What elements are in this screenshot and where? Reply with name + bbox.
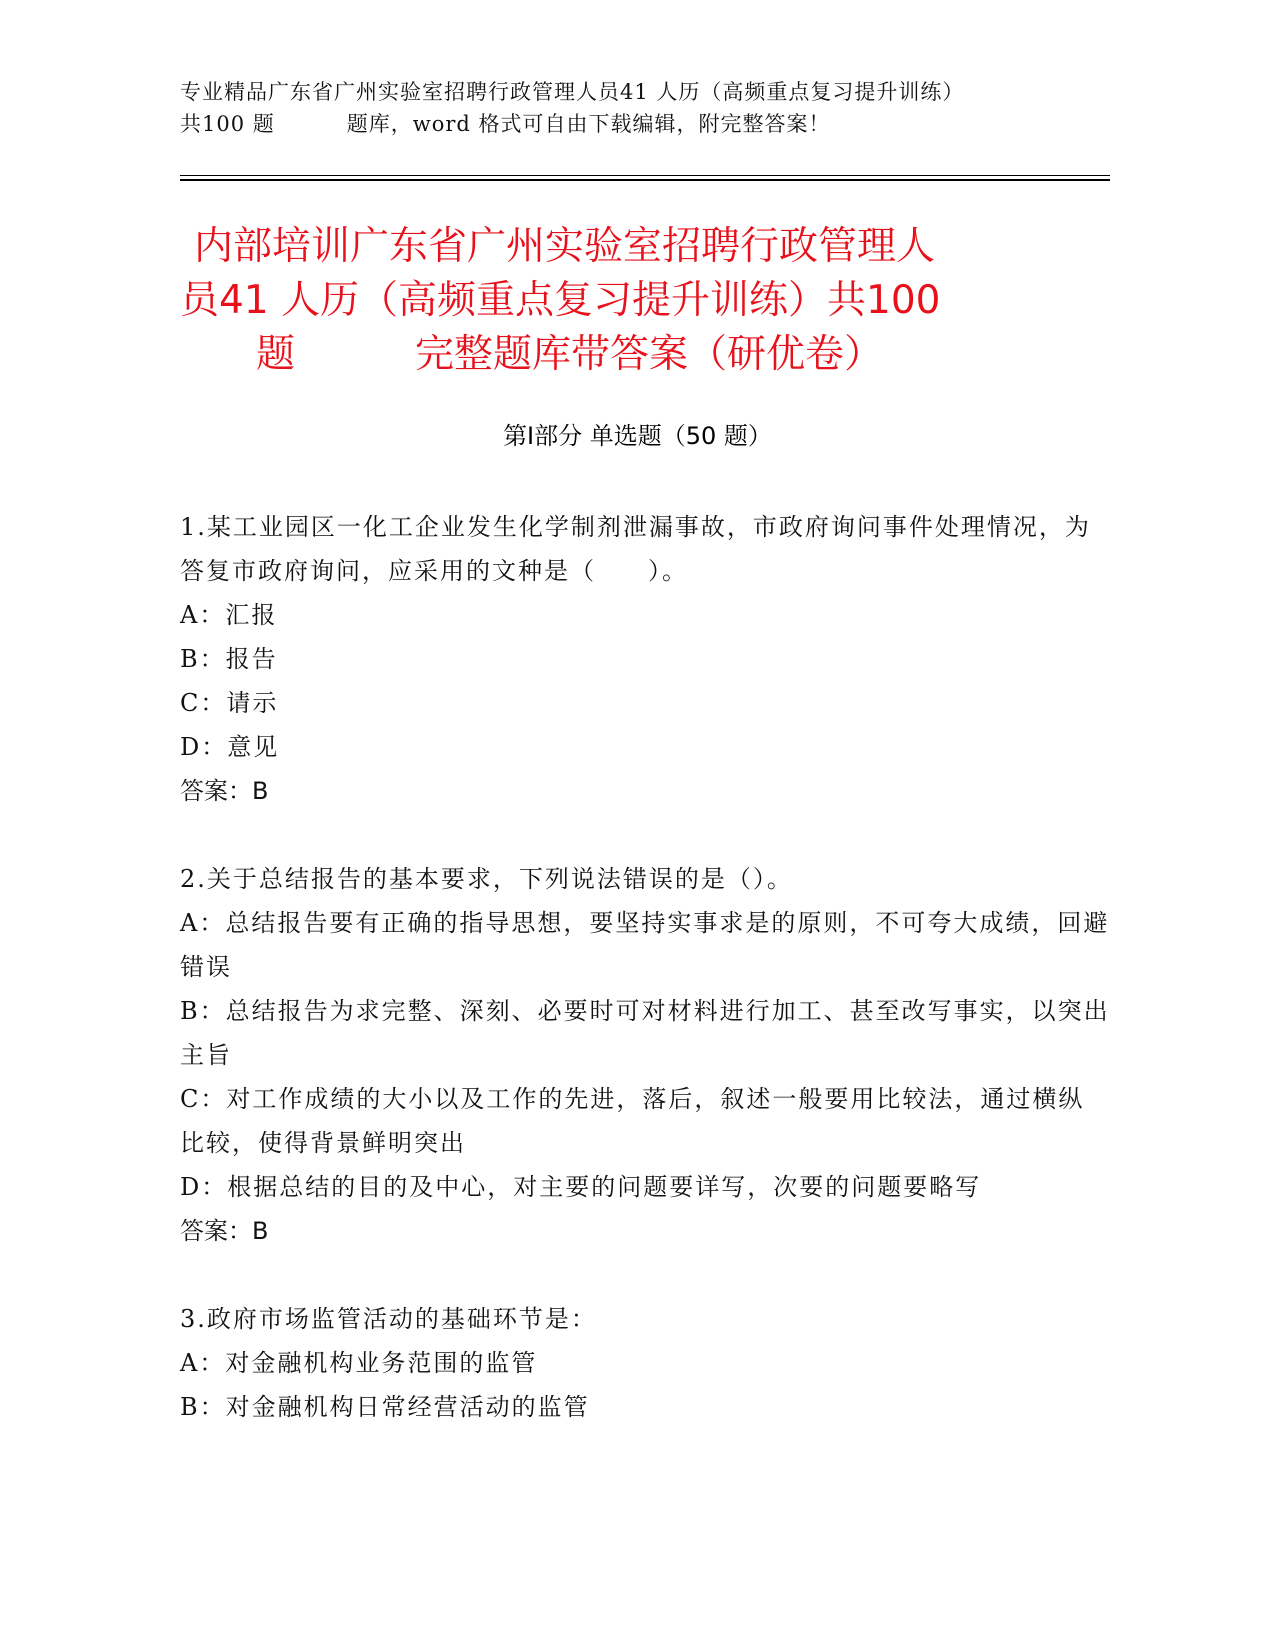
- title-row-3: [180, 328, 1100, 382]
- option-b: B：报告: [180, 645, 278, 673]
- question-stem: 3.政府市场监管活动的基础环节是：: [180, 1305, 597, 1333]
- title-row-3-right: 完整题库带答案（研优卷）: [415, 332, 884, 377]
- option-a: A：对金融机构业务范围的监管: [180, 1349, 538, 1377]
- option-a: A：汇报: [180, 601, 278, 629]
- question-2: [180, 857, 1110, 1253]
- header-divider-thin: [180, 175, 1110, 176]
- question-list: [180, 505, 1110, 1473]
- header-line-1: 专业精品广东省广州实验室招聘行政管理人员41 人历（高频重点复习提升训练）: [180, 80, 965, 104]
- option-b: B：总结报告为求完整、深刻、必要时可对材料进行加工、甚至改写事实，以突出主旨: [180, 997, 1110, 1069]
- question-stem: 1.某工业园区一化工企业发生化学制剂泄漏事故，市政府询问事件处理情况，为答复市政府询问，应采用的文种是（ ）。: [180, 513, 1091, 585]
- option-c: C：对工作成绩的大小以及工作的先进，落后，叙述一般要用比较法，通过横纵比较，使得背景鲜明突出: [180, 1085, 1085, 1157]
- header-line-2: [180, 108, 1110, 140]
- title-row-1: 内部培训广东省广州实验室招聘行政管理人: [194, 224, 936, 269]
- option-a: A：总结报告要有正确的指导思想，要坚持实事求是的原则，不可夸大成绩，回避错误: [180, 909, 1110, 981]
- title-row-3-left: 题: [256, 332, 296, 377]
- answer: 答案：B: [180, 777, 269, 805]
- question-stem: 2.关于总结报告的基本要求，下列说法错误的是（）。: [180, 865, 793, 893]
- title-row-2: 员41 人历（高频重点复习提升训练）共100: [180, 278, 941, 323]
- header-description: 题库，word 格式可自由下载编辑，附完整答案！: [346, 112, 831, 136]
- question-1: [180, 505, 1110, 813]
- question-3: [180, 1297, 1110, 1429]
- document-header: [180, 76, 1110, 140]
- header-count: 共100 题: [180, 112, 275, 136]
- option-c: C：请示: [180, 689, 279, 717]
- option-d: D：意见: [180, 733, 280, 761]
- option-d: D：根据总结的目的及中心，对主要的问题要详写，次要的问题要略写: [180, 1173, 982, 1201]
- document-title: [180, 220, 1100, 382]
- header-divider-thick: [180, 179, 1110, 181]
- answer: 答案：B: [180, 1217, 269, 1245]
- section-heading: 第Ⅰ部分 单选题（50 题）: [503, 422, 772, 450]
- option-b: B：对金融机构日常经营活动的监管: [180, 1393, 590, 1421]
